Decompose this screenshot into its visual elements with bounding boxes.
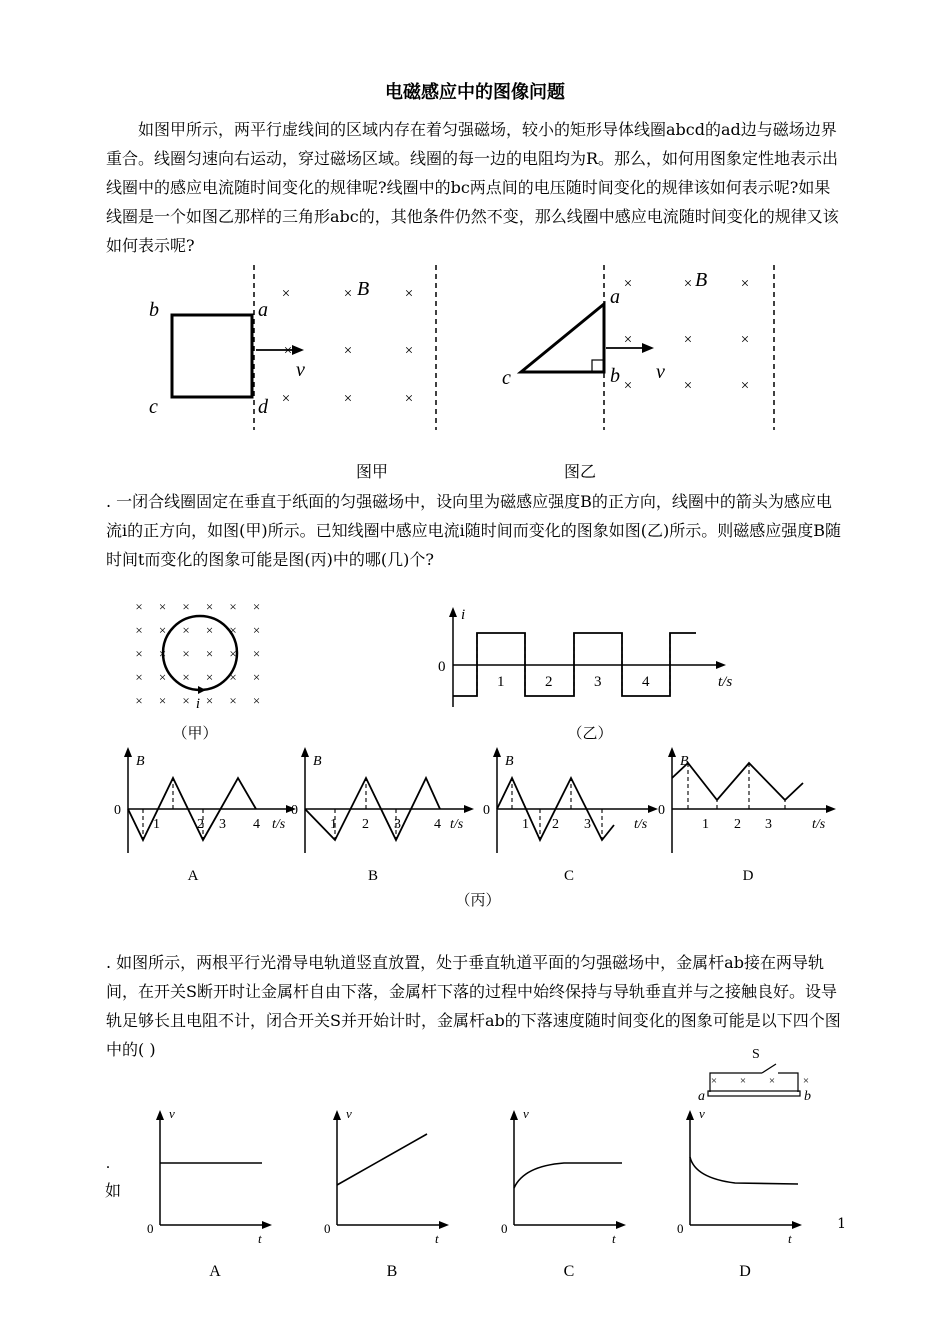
tick-2: 2 bbox=[545, 674, 553, 690]
t-axis-arrow bbox=[262, 1221, 272, 1229]
v-t-graph-C bbox=[501, 1106, 626, 1280]
rod-a-label: a bbox=[698, 1089, 705, 1104]
field-cross: × bbox=[182, 693, 190, 708]
v-t-xlabel: t bbox=[612, 1231, 616, 1246]
field-cross: × bbox=[182, 622, 190, 638]
b-axis-arrow bbox=[668, 747, 676, 757]
left-ru: 如 bbox=[105, 1181, 122, 1200]
v-axis-arrow bbox=[510, 1110, 518, 1120]
v-curve bbox=[514, 1163, 622, 1188]
rod-b-label: b bbox=[804, 1089, 811, 1104]
field-cross: × bbox=[229, 646, 237, 661]
option-label: A bbox=[209, 1263, 221, 1280]
i-label: i bbox=[195, 696, 201, 712]
b-t-xlabel: t/s bbox=[272, 817, 286, 832]
b-tick: 1 bbox=[153, 817, 160, 832]
caption-fig2-jia: （甲） bbox=[172, 724, 218, 742]
v-axis-label: v bbox=[346, 1106, 352, 1121]
label-c-jia: c bbox=[149, 396, 158, 418]
field-cross: × bbox=[135, 669, 143, 685]
option-label: D bbox=[742, 868, 754, 884]
t-axis-arrow bbox=[792, 1221, 802, 1229]
svg-text:×: × bbox=[740, 276, 750, 292]
label-B-jia: B bbox=[357, 278, 370, 300]
svg-text:×: × bbox=[343, 286, 353, 302]
b-t-xlabel: t/s bbox=[634, 817, 648, 832]
v-axis-arrow bbox=[333, 1110, 341, 1120]
b-tick: 3 bbox=[219, 817, 226, 832]
b-tick: 2 bbox=[734, 817, 741, 832]
b-origin: 0 bbox=[483, 803, 490, 818]
b-tick: 1 bbox=[702, 817, 709, 832]
field-cross: × bbox=[182, 669, 190, 685]
problem-2-text: . 一闭合线圈固定在垂直于纸面的匀强磁场中，设向里为磁感应强度B的正方向，线圈中的箭头为感应电流i的正方向，如图(甲)所示。已知线圈中感应电流i随时间而变化的图象如图(乙)所示。则磁感应强度B随时间t而变化的图象可能是图(丙)中的哪(几)个? bbox=[106, 492, 841, 569]
b-tick: 2 bbox=[552, 817, 559, 832]
i-axis-label: i bbox=[461, 607, 466, 623]
svg-text:×: × bbox=[404, 286, 414, 302]
svg-text:×: × bbox=[281, 391, 291, 407]
b-tick: 4 bbox=[434, 817, 441, 832]
svg-text:×: × bbox=[343, 343, 353, 359]
v-origin: 0 bbox=[324, 1221, 331, 1236]
b-tick: 2 bbox=[362, 817, 369, 832]
v-t-xlabel: t bbox=[788, 1231, 792, 1246]
v-axis-label: v bbox=[699, 1106, 705, 1121]
b-axis-arrow bbox=[493, 747, 501, 757]
option-label: B bbox=[367, 868, 379, 884]
figure-2 bbox=[0, 595, 950, 915]
svg-text:×: × bbox=[802, 1075, 810, 1087]
svg-text:×: × bbox=[683, 378, 693, 394]
svg-text:×: × bbox=[623, 276, 633, 292]
field-cross: × bbox=[158, 693, 167, 708]
problem-3-text: . 如图所示，两根平行光滑导电轨道竖直放置，处于垂直轨道平面的匀强磁场中，金属杆ab接在两导轨间，在开关S断开时让金属杆自由下落，金属杆下落的过程中始终保持与导轨垂直并与之接触良好。设导轨足够长且电阻不计，闭合开关S并开始计时，金属杆ab的下落速度随时间变化的图象可能是以下四个图中的( ) bbox=[106, 953, 841, 1059]
b-axis-label: B bbox=[505, 754, 514, 769]
t-axis-arrow bbox=[648, 805, 658, 813]
t-axis-arrow bbox=[439, 1221, 449, 1229]
field-cross: × bbox=[135, 599, 143, 614]
v-t-graphs bbox=[147, 1106, 802, 1280]
b-axis-arrow bbox=[124, 747, 132, 757]
b-tick: 3 bbox=[765, 817, 772, 832]
b-t-graph-C bbox=[483, 747, 658, 884]
tick-3: 3 bbox=[594, 674, 602, 690]
grid-coil bbox=[135, 599, 260, 712]
field-cross: × bbox=[252, 622, 261, 638]
b-t-graph-D bbox=[658, 747, 836, 884]
v-axis-label: v bbox=[523, 1106, 529, 1121]
b-t-graphs bbox=[114, 747, 836, 884]
svg-text:×: × bbox=[283, 343, 293, 359]
field-cross: × bbox=[229, 693, 237, 708]
figure-3 bbox=[0, 1040, 950, 1290]
left-dot: . bbox=[106, 1155, 110, 1172]
field-cross: × bbox=[135, 693, 143, 708]
tick-1: 1 bbox=[497, 674, 505, 690]
b-t-graph-A bbox=[114, 747, 296, 884]
b-axis-label: B bbox=[136, 754, 145, 769]
b-tick: 2 bbox=[197, 817, 204, 832]
b-t-xlabel: t/s bbox=[812, 817, 826, 832]
v-curve bbox=[337, 1134, 427, 1185]
label-d-jia: d bbox=[258, 396, 268, 418]
label-a-yi: a bbox=[610, 286, 620, 308]
b-origin: 0 bbox=[291, 803, 298, 818]
figure-yi bbox=[502, 265, 774, 430]
svg-text:×: × bbox=[281, 286, 291, 302]
v-origin: 0 bbox=[147, 1221, 154, 1236]
caption-fig2-bing: （丙） bbox=[455, 891, 501, 909]
svg-text:×: × bbox=[343, 391, 353, 407]
field-cross: × bbox=[158, 599, 167, 614]
v-t-graph-B bbox=[324, 1106, 449, 1280]
page-title: 电磁感应中的图像问题 bbox=[385, 82, 565, 103]
label-a-jia: a bbox=[258, 299, 268, 321]
b-origin: 0 bbox=[658, 803, 665, 818]
field-cross: × bbox=[252, 693, 261, 708]
field-cross: × bbox=[158, 646, 167, 661]
caption-jia: 图甲 bbox=[355, 462, 389, 481]
label-v-jia: v bbox=[296, 359, 305, 381]
b-origin: 0 bbox=[114, 803, 121, 818]
b-t-xlabel: t/s bbox=[450, 817, 464, 832]
v-t-graph-D bbox=[677, 1106, 802, 1280]
v-axis-arrow bbox=[156, 1110, 164, 1120]
svg-text:×: × bbox=[623, 332, 633, 348]
b-tick: 3 bbox=[584, 817, 591, 832]
field-cross: × bbox=[205, 693, 214, 708]
field-cross: × bbox=[135, 646, 143, 661]
field-cross: × bbox=[229, 622, 237, 638]
svg-text:×: × bbox=[404, 391, 414, 407]
t-axis-arrow bbox=[464, 805, 474, 813]
field-cross: × bbox=[205, 599, 214, 614]
v-origin: 0 bbox=[501, 1221, 508, 1236]
field-cross: × bbox=[252, 646, 261, 661]
b-tick: 1 bbox=[522, 817, 529, 832]
option-label: C bbox=[563, 868, 575, 884]
t-axis-arrow bbox=[826, 805, 836, 813]
option-label: A bbox=[187, 868, 199, 884]
b-tick: 4 bbox=[253, 817, 260, 832]
b-axis-arrow bbox=[301, 747, 309, 757]
svg-text:×: × bbox=[740, 332, 750, 348]
field-cross: × bbox=[182, 599, 190, 614]
svg-text:×: × bbox=[710, 1075, 718, 1087]
v-t-graph-A bbox=[147, 1106, 272, 1280]
v-axis-arrow bbox=[686, 1110, 694, 1120]
field-cross: × bbox=[182, 646, 190, 661]
option-label: C bbox=[563, 1263, 575, 1280]
v-curve bbox=[690, 1157, 798, 1184]
v-axis-label: v bbox=[169, 1106, 175, 1121]
svg-text:×: × bbox=[683, 332, 693, 348]
field-cross: × bbox=[135, 622, 143, 638]
svg-text:×: × bbox=[740, 378, 750, 394]
field-cross: × bbox=[229, 599, 237, 614]
caption-yi: 图乙 bbox=[563, 462, 597, 481]
figure-1 bbox=[0, 250, 950, 485]
caption-fig2-yi: （乙） bbox=[567, 724, 613, 742]
field-cross: × bbox=[205, 669, 214, 685]
label-c-yi: c bbox=[502, 367, 511, 389]
t-axis-arrow bbox=[616, 1221, 626, 1229]
svg-text:×: × bbox=[623, 378, 633, 394]
page-number: 1 bbox=[837, 1216, 846, 1232]
i-t-graph bbox=[438, 607, 732, 707]
problem-1-text: 如图甲所示，两平行虚线间的区域内存在着匀强磁场，较小的矩形导体线圈abcd的ad边与磁场边界重合。线圈匀速向右运动，穿过磁场区域。线圈的每一边的电阻均为R。那么，如何用图象定性地表示出线圈中的感应电流随时间变化的规律呢?线圈中的bc两点间的电压随时间变化的规律该如何表示呢?如果线圈是一个如图乙那样的三角形abc的，其他条件仍然不变，那么线圈中感应电流随时间变化的规律又该如何表示呢? bbox=[106, 120, 839, 255]
b-axis-label: B bbox=[313, 754, 322, 769]
field-cross: × bbox=[252, 599, 261, 614]
b-tick: 3 bbox=[394, 817, 401, 832]
field-cross: × bbox=[229, 669, 237, 685]
i-t-xlabel: t/s bbox=[718, 674, 733, 690]
figure-jia bbox=[149, 265, 436, 430]
switch-label: S bbox=[752, 1047, 760, 1062]
field-cross: × bbox=[158, 622, 167, 638]
label-b-yi: b bbox=[610, 365, 620, 387]
field-cross: × bbox=[205, 646, 214, 661]
field-cross: × bbox=[205, 622, 214, 638]
v-t-xlabel: t bbox=[435, 1231, 439, 1246]
b-curve bbox=[672, 763, 803, 800]
b-t-graph-B bbox=[291, 747, 474, 884]
option-label: D bbox=[739, 1263, 751, 1280]
rail-circuit bbox=[698, 1047, 811, 1104]
svg-text:×: × bbox=[683, 276, 693, 292]
label-b-jia: b bbox=[149, 299, 159, 321]
b-tick: 1 bbox=[330, 817, 337, 832]
field-cross: × bbox=[158, 669, 167, 685]
svg-text:×: × bbox=[768, 1075, 776, 1087]
b-axis-label: B bbox=[680, 754, 689, 769]
tick-4: 4 bbox=[642, 674, 650, 690]
field-cross: × bbox=[252, 669, 261, 685]
option-label: B bbox=[386, 1263, 398, 1280]
label-B-yi: B bbox=[695, 269, 708, 291]
v-t-xlabel: t bbox=[258, 1231, 262, 1246]
label-v-yi: v bbox=[656, 361, 665, 383]
i-origin: 0 bbox=[438, 659, 446, 675]
svg-text:×: × bbox=[739, 1075, 747, 1087]
svg-text:×: × bbox=[404, 343, 414, 359]
v-origin: 0 bbox=[677, 1221, 684, 1236]
